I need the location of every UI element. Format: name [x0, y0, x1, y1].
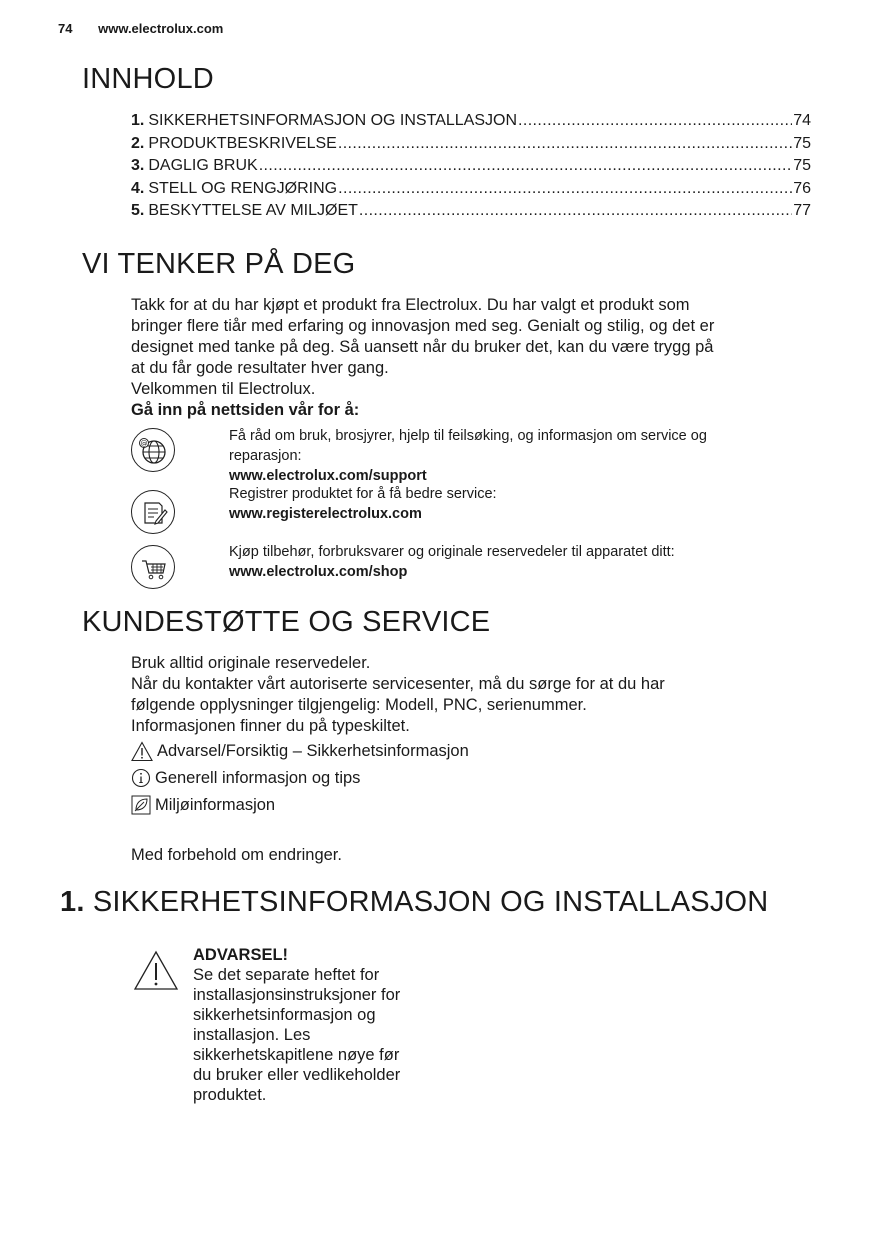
thinking-heading: VI TENKER PÅ DEG [82, 248, 356, 280]
toc-item[interactable]: 2. PRODUKTBESKRIVELSE ..... 75 [131, 133, 811, 156]
support-paragraph: Bruk alltid originale reservedeler. Når du kontakter vårt autoriserte servicesenter, må du sørge for at du har følgende opplysninger tilgjengelig: Modell, PNC, serienummer. Informasjonen finner du på typeskiltet. [131, 654, 665, 735]
symbol-info-label: Generell informasjon og tips [155, 768, 361, 787]
toc-item[interactable]: 5. BESKYTTELSE AV MILJØET ..... 77 [131, 200, 811, 223]
shop-url-link[interactable]: www.electrolux.com/shop [229, 564, 408, 580]
toc-item-label: STELL OG RENGJØRING [148, 179, 338, 197]
toc-item-page: 75 [793, 134, 811, 152]
register-url-link[interactable]: www.registerelectrolux.com [229, 506, 422, 522]
globe-icon [131, 428, 175, 472]
symbol-warning-label: Advarsel/Forsiktig – Sikkerhetsinformasjon [157, 742, 469, 760]
symbol-environment-row [131, 795, 275, 815]
toc-heading: INNHOLD [82, 63, 214, 95]
svg-text:@: @ [140, 439, 148, 448]
toc-item-label: BESKYTTELSE AV MILJØET [148, 202, 358, 219]
register-icon [131, 490, 175, 534]
support-url-link[interactable]: www.electrolux.com/support [229, 468, 427, 484]
leaf-icon [131, 795, 151, 815]
toc-item[interactable]: 1. SIKKERHETSINFORMASJON OG INSTALLASJON ..... 74 [131, 110, 811, 133]
disclaimer: Med forbehold om endringer. [131, 846, 342, 864]
toc-item-label: DAGLIG BRUK [148, 157, 258, 174]
visit-label: Gå inn på nettsiden vår for å: [131, 401, 360, 419]
toc-item-label: SIKKERHETSINFORMASJON OG INSTALLASJON [148, 112, 517, 129]
cart-icon [131, 545, 175, 589]
warning-triangle-icon [133, 950, 179, 992]
table-of-contents [131, 110, 811, 223]
toc-item-page: 74 [793, 112, 811, 129]
symbol-info-row [131, 768, 360, 788]
warning-triangle-icon [131, 741, 153, 762]
toc-item[interactable]: 4. STELL OG RENGJØRING ..... 76 [131, 178, 811, 201]
safety-heading-title: SIKKERHETSINFORMASJON OG INSTALLASJON [92, 886, 769, 918]
toc-item-page: 77 [793, 202, 811, 219]
symbol-environment-label: Miljøinformasjon [155, 795, 276, 814]
toc-item-page: 75 [793, 157, 811, 174]
intro-paragraph: Takk for at du har kjøpt et produkt fra Electrolux. Du har valgt et produkt som bringer flere tiår med erfaring og innovasjon med seg. Genialt og stilig, og det er designet med tanke på deg. Så uansett når du bruker det, kan du være trygg på at du får gode resultater hver gang. Velkommen til Electrolux. Gå inn på nettsiden vår for å: [131, 295, 821, 421]
support-heading: KUNDESTØTTE OG SERVICE [82, 606, 491, 638]
safety-heading [60, 886, 768, 919]
safety-heading-number: 1. [60, 886, 85, 918]
symbol-warning-row [131, 741, 469, 762]
warning-title: ADVARSEL! [193, 946, 289, 964]
toc-item-page: 76 [793, 179, 811, 197]
header-url[interactable]: www.electrolux.com [98, 21, 224, 36]
page-number: 74 [58, 21, 73, 36]
toc-item[interactable]: 3. DAGLIG BRUK ..... 75 [131, 155, 811, 178]
page-header [58, 21, 223, 36]
info-icon [131, 768, 151, 788]
toc-item-label: PRODUKTBESKRIVELSE [148, 134, 337, 152]
